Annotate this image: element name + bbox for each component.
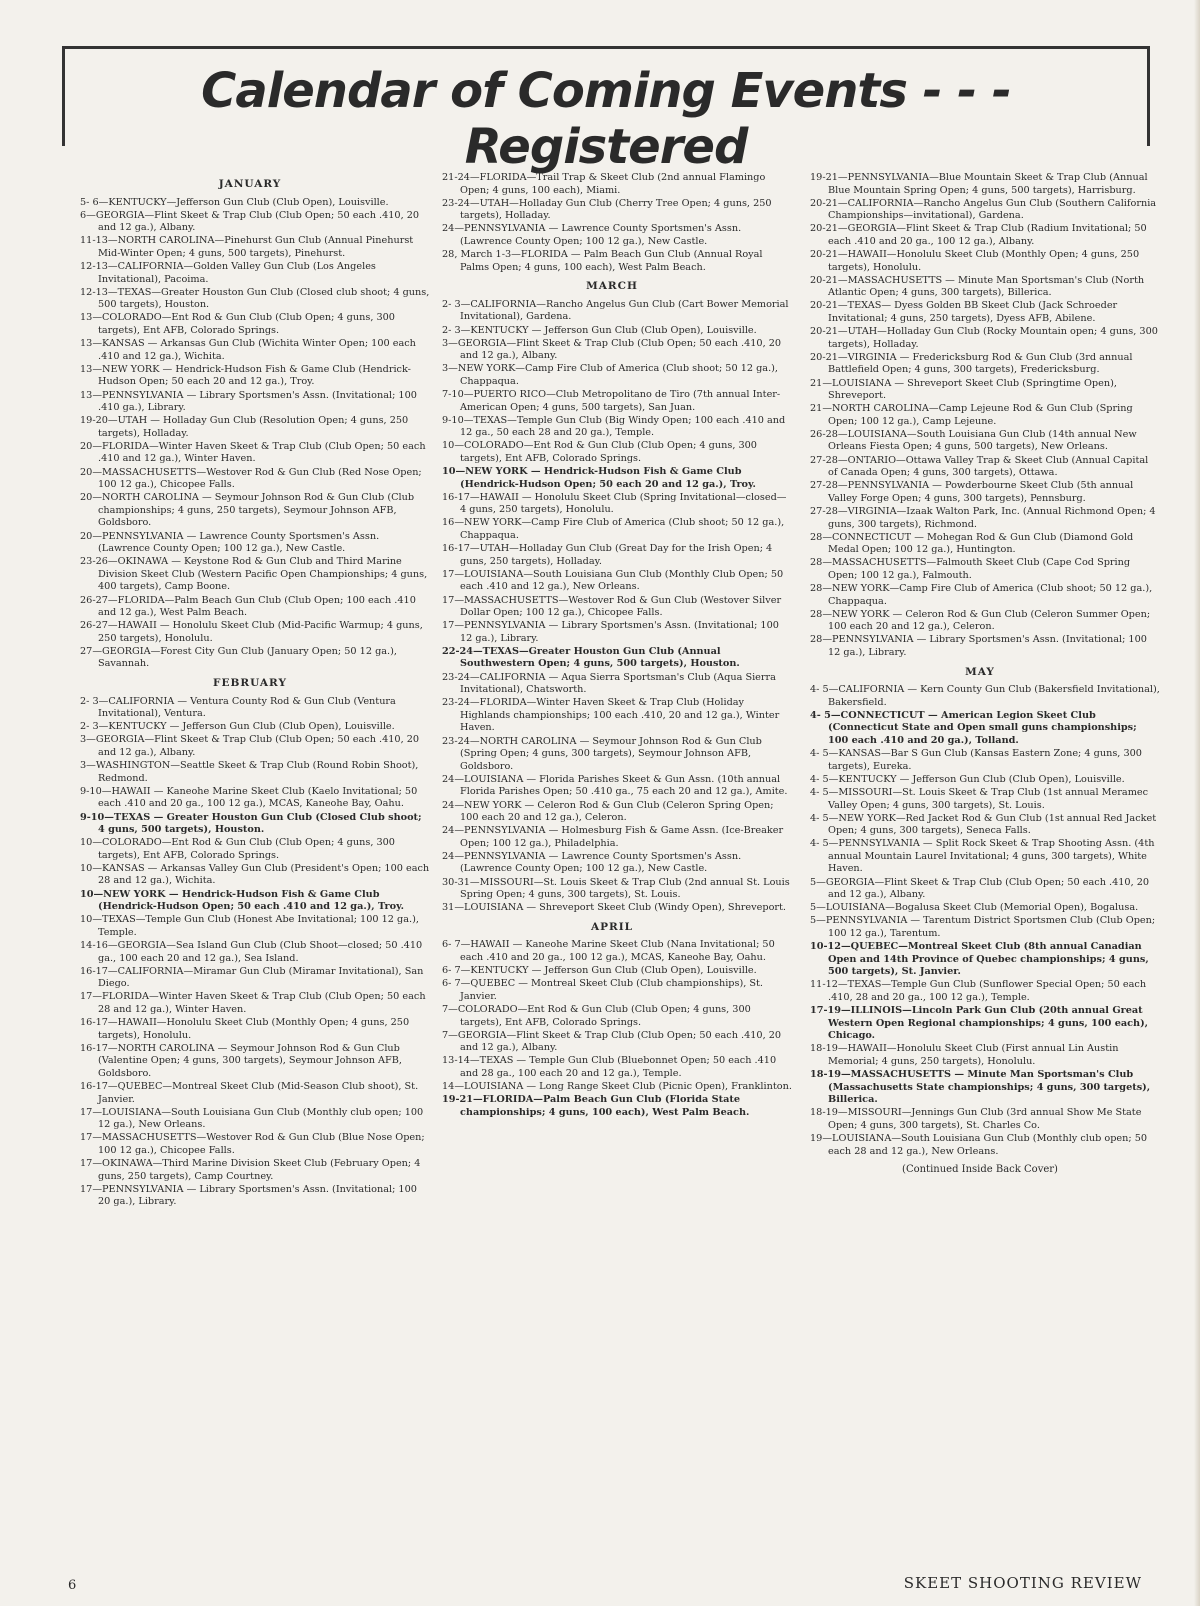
event-entry: 24—LOUISIANA — Florida Parishes Skeet & Gun Assn. (10th annual Florida Parishes Open; 50 .410 ga., 75 each 20 and 12 ga.), Amite. (442, 773, 788, 798)
event-entry: 17—LOUISIANA—South Louisiana Gun Club (Monthly Club Open; 50 each .410 and 12 ga.), New Orleans. (442, 568, 784, 593)
event-entry: 28—MASSACHUSETTS—Falmouth Skeet Club (Cape Cod Spring Open; 100 12 ga.), Falmouth. (810, 557, 1131, 581)
event-entry: 26-28—LOUISIANA—South Louisiana Gun Club (14th annual New Orleans Fiesta Open; 4 guns, 500 targets), New Orleans. (810, 428, 1137, 453)
event-list-march (432, 299, 792, 915)
event-entry: 4- 5—CONNECTICUT — American Legion Skeet Club (Connecticut State and Open small guns championships; 100 each .410 and 20 ga.), Tolland. (810, 709, 1137, 747)
event-entry: 14—LOUISIANA — Long Range Skeet Club (Picnic Open), Franklinton. (442, 1080, 792, 1092)
event-entry: 24—PENNSYLVANIA — Holmesburg Fish & Game Assn. (Ice-Breaker Open; 100 12 ga.), Philadelphia. (442, 825, 784, 849)
event-entry: 24—PENNSYLVANIA — Lawrence County Sportsmen's Assn. (Lawrence County Open; 100 12 ga.), New Castle. (442, 850, 742, 875)
event-entry: 28—CONNECTICUT — Mohegan Rod & Gun Club (Diamond Gold Medal Open; 100 12 ga.), Huntington. (810, 531, 1134, 556)
event-entry: 31—LOUISIANA — Shreveport Skeet Club (Windy Open), Shreveport. (442, 902, 787, 914)
event-entry: 19-21—FLORIDA—Palm Beach Gun Club (Florida State championships; 4 guns, 100 each), West Palm Beach. (442, 1094, 750, 1118)
event-entry: 20—MASSACHUSETTS—Westover Rod & Gun Club (Red Nose Open; 100 12 ga.), Chicopee Falls. (80, 466, 422, 491)
event-entry: 11-12—TEXAS—Temple Gun Club (Sunflower Special Open; 50 each .410, 28 and 20 ga., 100 12 ga.), Temple. (810, 979, 1147, 1003)
title-banner (62, 46, 1150, 175)
event-entry: 2- 3—CALIFORNIA—Rancho Angelus Gun Club (Cart Bower Memorial Invitational), Gardena. (442, 298, 789, 323)
event-entry: 14-16—GEORGIA—Sea Island Gun Club (Club Shoot—closed; 50 .410 ga., 100 each 20 and 12 ga.), Sea Island. (80, 939, 423, 964)
event-entry: 10-12—QUEBEC—Montreal Skeet Club (8th annual Canadian Open and 14th Province of Quebec championships; 4 guns, 500 targets), St. Janvier. (810, 941, 1149, 978)
column-3 (800, 172, 1160, 1177)
event-entry: 4- 5—NEW YORK—Red Jacket Rod & Gun Club (1st annual Red Jacket Open; 4 guns, 300 targets), Seneca Falls. (810, 812, 1157, 837)
event-entry: 16-17—NORTH CAROLINA — Seymour Johnson Rod & Gun Club (Valentine Open; 4 guns, 300 targets), Seymour Johnson AFB, Goldsboro. (80, 1042, 402, 1079)
event-entry: 11-13—NORTH CAROLINA—Pinehurst Gun Club (Annual Pinehurst Mid-Winter Open; 4 guns, 500 targets), Pinehurst. (80, 235, 414, 259)
event-entry: 13-14—TEXAS — Temple Gun Club (Bluebonnet Open; 50 each .410 and 28 ga., 100 each 20 and 12 ga.), Temple. (442, 1055, 777, 1079)
event-entry: 6- 7—QUEBEC — Montreal Skeet Club (Club championships), St. Janvier. (442, 978, 764, 1002)
event-entry: 7—COLORADO—Ent Rod & Gun Club (Club Open; 4 guns, 300 targets), Ent AFB, Colorado Springs. (442, 1003, 751, 1028)
event-entry: 23-26—OKINAWA — Keystone Rod & Gun Club and Third Marine Division Skeet Club (Western Pacific Open Championships; 4 guns, 400 targets), Camp Boone. (80, 556, 428, 593)
event-entry: 23-24—FLORIDA—Winter Haven Skeet & Trap Club (Holiday Highlands championships; 100 each .410, 20 and 12 ga.), Winter Haven. (442, 697, 780, 734)
event-entry: 13—COLORADO—Ent Rod & Gun Club (Club Open; 4 guns, 300 targets), Ent AFB, Colorado Springs. (80, 312, 395, 337)
event-entry: 10—TEXAS—Temple Gun Club (Honest Abe Invitational; 100 12 ga.), Temple. (80, 914, 419, 938)
event-entry: 17—FLORIDA—Winter Haven Skeet & Trap Club (Club Open; 50 each 28 and 12 ga.), Winter Haven. (80, 991, 426, 1015)
event-entry: 2- 3—KENTUCKY — Jefferson Gun Club (Club Open), Louisville. (80, 721, 395, 733)
event-entry: 9-10—TEXAS — Greater Houston Gun Club (Closed Club shoot; 4 guns, 500 targets), Houston. (80, 811, 422, 836)
event-entry: 17—MASSACHUSETTS—Westover Rod & Gun Club (Blue Nose Open; 100 12 ga.), Chicopee Falls. (80, 1132, 425, 1156)
event-entry: 18-19—MISSOURI—Jennings Gun Club (3rd annual Show Me State Open; 4 guns, 300 targets), St. Charles Co. (810, 1107, 1142, 1131)
event-entry: 4- 5—MISSOURI—St. Louis Skeet & Trap Club (1st annual Meramec Valley Open; 4 guns, 300 targets), St. Louis. (810, 786, 1149, 811)
event-entry: 28—NEW YORK—Camp Fire Club of America (Club shoot; 50 12 ga.), Chappaqua. (810, 583, 1153, 607)
event-entry: 16-17—HAWAII — Honolulu Skeet Club (Spring Invitational—closed—4 guns, 250 targets), Honolulu. (442, 491, 787, 516)
event-entry: 19-20—UTAH — Holladay Gun Club (Resolution Open; 4 guns, 250 targets), Holladay. (80, 415, 409, 439)
event-entry: 27—GEORGIA—Forest City Gun Club (January Open; 50 12 ga.), Savannah. (80, 645, 397, 670)
event-entry: 4- 5—CALIFORNIA — Kern County Gun Club (Bakersfield Invitational), Bakersfield. (810, 684, 1160, 708)
event-entry: 23-24—NORTH CAROLINA — Seymour Johnson Rod & Gun Club (Spring Open; 4 guns, 300 targets), Seymour Johnson AFB, Goldsboro. (442, 735, 762, 772)
event-entry: 16-17—UTAH—Holladay Gun Club (Great Day for the Irish Open; 4 guns, 250 targets), Holladay. (442, 543, 773, 567)
event-list-may (800, 684, 1160, 1158)
event-entry: 27-28—VIRGINIA—Izaak Walton Park, Inc. (Annual Richmond Open; 4 guns, 300 targets), Richmond. (810, 505, 1156, 530)
event-entry: 12-13—TEXAS—Greater Houston Gun Club (Closed club shoot; 4 guns, 500 targets), Houston. (80, 286, 430, 311)
event-entry: 21—LOUISIANA — Shreveport Skeet Club (Springtime Open), Shreveport. (810, 377, 1117, 402)
event-entry: 18-19—MASSACHUSETTS — Minute Man Sportsman's Club (Massachusetts State championships; 4 guns, 300 targets), Billerica. (810, 1068, 1151, 1106)
event-entry: 17—LOUISIANA—South Louisiana Gun Club (Monthly club open; 100 12 ga.), New Orleans. (80, 1106, 424, 1131)
event-entry: 17—PENNSYLVANIA — Library Sportsmen's Assn. (Invitational; 100 12 ga.), Library. (442, 620, 779, 644)
event-entry: 23-24—UTAH—Holladay Gun Club (Cherry Tree Open; 4 guns, 250 targets), Holladay. (442, 197, 772, 222)
event-entry: 10—NEW YORK — Hendrick-Hudson Fish & Game Club (Hendrick-Hudson Open; 50 each 20 and 12 ga.), Troy. (442, 466, 756, 490)
event-entry: 7-10—PUERTO RICO—Club Metropolitano de Tiro (7th annual Inter-American Open; 4 guns, 500 targets), San Juan. (442, 389, 781, 413)
event-entry: 18-19—HAWAII—Honolulu Skeet Club (First annual Lin Austin Memorial; 4 guns, 250 targets), Honolulu. (810, 1043, 1119, 1067)
event-entry: 6—GEORGIA—Flint Skeet & Trap Club (Club Open; 50 each .410, 20 and 12 ga.), Albany. (80, 209, 420, 234)
event-entry: 3—NEW YORK—Camp Fire Club of America (Club shoot; 50 12 ga.), Chappaqua. (442, 363, 779, 387)
page-number: 6 (68, 1578, 77, 1593)
month-heading-april: APRIL (590, 920, 634, 933)
event-entry: 20-21—CALIFORNIA—Rancho Angelus Gun Club (Southern California Championships—invitational), Gardena. (810, 197, 1157, 222)
event-entry: 20-21—MASSACHUSETTS — Minute Man Sportsman's Club (North Atlantic Open; 4 guns, 300 targets), Billerica. (810, 274, 1145, 299)
publication-name: SKEET SHOOTING REVIEW (903, 1574, 1142, 1592)
event-list-april (432, 939, 792, 1119)
event-entry: 28—PENNSYLVANIA — Library Sportsmen's Assn. (Invitational; 100 12 ga.), Library. (810, 634, 1147, 658)
event-entry: 23-24—CALIFORNIA — Aqua Sierra Sportsman's Club (Aqua Sierra Invitational), Chatsworth. (442, 671, 776, 696)
event-entry: 13—KANSAS — Arkansas Gun Club (Wichita Winter Open; 100 each .410 and 12 ga.), Wichita. (80, 338, 416, 362)
event-entry: 26-27—HAWAII — Honolulu Skeet Club (Mid-Pacific Warmup; 4 guns, 250 targets), Honolulu. (80, 620, 423, 644)
event-entry: 21-24—FLORIDA—Trail Trap & Skeet Club (2nd annual Flamingo Open; 4 guns, 100 each), Miami. (442, 172, 766, 196)
event-entry: 2- 3—CALIFORNIA — Ventura County Rod & Gun Club (Ventura Invitational), Ventura. (80, 695, 396, 720)
event-entry: 28—NEW YORK — Celeron Rod & Gun Club (Celeron Summer Open; 100 each 20 and 12 ga.), Celeron. (810, 608, 1151, 633)
event-entry: 24—NEW YORK — Celeron Rod & Gun Club (Celeron Spring Open; 100 each 20 and 12 ga.), Celeron. (442, 799, 774, 824)
event-list-february (70, 696, 430, 1209)
month-heading-march: MARCH (586, 280, 638, 293)
month-heading-january: JANUARY (218, 178, 282, 190)
event-entry: 19-21—PENNSYLVANIA—Blue Mountain Skeet & Trap Club (Annual Blue Mountain Spring Open; 4 guns, 500 targets), Harrisburg. (810, 172, 1148, 196)
event-entry: 20-21—HAWAII—Honolulu Skeet Club (Monthly Open; 4 guns, 250 targets), Honolulu. (810, 249, 1140, 273)
event-entry: 20-21—TEXAS— Dyess Golden BB Skeet Club (Jack Schroeder Invitational; 4 guns, 250 targets), Dyess AFB, Abilene. (810, 300, 1118, 325)
event-entry: 16-17—CALIFORNIA—Miramar Gun Club (Miramar Invitational), San Diego. (80, 965, 424, 990)
event-entry: 27-28—ONTARIO—Ottawa Valley Trap & Skeet Club (Annual Capital of Canada Open; 4 guns, 300 targets), Ottawa. (810, 454, 1149, 479)
event-entry: 28, March 1-3—FLORIDA — Palm Beach Gun Club (Annual Royal Palms Open; 4 guns, 100 each), West Palm Beach. (442, 249, 763, 273)
event-entry: 4- 5—KANSAS—Bar S Gun Club (Kansas Eastern Zone; 4 guns, 300 targets), Eureka. (810, 748, 1142, 772)
event-entry: 20—NORTH CAROLINA — Seymour Johnson Rod & Gun Club (Club championships; 4 guns, 250 targets), Seymour Johnson AFB, Goldsboro. (80, 492, 415, 529)
event-entry: 10—COLORADO—Ent Rod & Gun Club (Club Open; 4 guns, 300 targets), Ent AFB, Colorado Springs. (80, 837, 395, 861)
event-entry: 16-17—HAWAII—Honolulu Skeet Club (Monthly Open; 4 guns, 250 targets), Honolulu. (80, 1017, 410, 1041)
event-entry: 20-21—VIRGINIA — Fredericksburg Rod & Gun Club (3rd annual Battlefield Open; 4 guns, 300 targets), Fredericksburg. (810, 351, 1133, 376)
event-entry: 17-19—ILLINOIS—Lincoln Park Gun Club (20th annual Great Western Open Regional championships; 4 guns, 100 each), Chicago. (810, 1005, 1149, 1042)
event-entry: 16—NEW YORK—Camp Fire Club of America (Club shoot; 50 12 ga.), Chappaqua. (442, 517, 785, 542)
event-entry: 5—PENNSYLVANIA — Tarentum District Sportsmen Club (Club Open; 100 12 ga.), Tarentum. (810, 915, 1156, 939)
month-heading-may: MAY (965, 665, 995, 678)
column-1 (70, 172, 430, 1209)
event-entry: 20-21—GEORGIA—Flint Skeet & Trap Club (Radium Invitational; 50 each .410 and 20 ga., 100 12 ga.), Albany. (810, 223, 1147, 247)
event-entry: 5- 6—KENTUCKY—Jefferson Gun Club (Club Open), Louisville. (80, 196, 389, 208)
event-entry: 13—NEW YORK — Hendrick-Hudson Fish & Game Club (Hendrick-Hudson Open; 50 each 20 and 12 ga.), Troy. (80, 363, 411, 388)
event-entry: 10—COLORADO—Ent Rod & Gun Club (Club Open; 4 guns, 300 targets), Ent AFB, Colorado Springs. (442, 440, 757, 464)
month-heading-february: FEBRUARY (213, 677, 287, 690)
event-entry: 9-10—TEXAS—Temple Gun Club (Big Windy Open; 100 each .410 and 12 ga., 50 each 28 and 20 ga.), Temple. (442, 414, 786, 439)
continued-note: (Continued Inside Back Cover) (902, 1164, 1058, 1176)
event-entry: 30-31—MISSOURI—St. Louis Skeet & Trap Club (2nd annual St. Louis Spring Open; 4 guns, 300 targets), St. Louis. (442, 876, 790, 901)
event-entry: 13—PENNSYLVANIA — Library Sportsmen's Assn. (Invitational; 100 .410 ga.), Library. (80, 389, 417, 414)
event-entry: 17—OKINAWA—Third Marine Division Skeet Club (February Open; 4 guns, 250 targets), Camp Courtney. (80, 1158, 421, 1182)
page-edge-shadow (1194, 0, 1200, 1606)
event-entry: 20—PENNSYLVANIA — Lawrence County Sportsmen's Assn. (Lawrence County Open; 100 12 ga.), New Castle. (80, 530, 380, 555)
event-entry: 20—FLORIDA—Winter Haven Skeet & Trap Club (Club Open; 50 each .410 and 12 ga.), Winter Haven. (80, 440, 426, 465)
event-list-february-cont (432, 172, 792, 274)
event-entry: 16-17—QUEBEC—Montreal Skeet Club (Mid-Season Club shoot), St. Janvier. (80, 1080, 419, 1105)
page-title: Calendar of Coming Events - - - Registered (201, 63, 1011, 175)
column-2 (432, 172, 792, 1120)
event-entry: 22-24—TEXAS—Greater Houston Gun Club (Annual Southwestern Open; 4 guns, 500 targets), Houston. (442, 645, 740, 670)
event-entry: 27-28—PENNSYLVANIA — Powderbourne Skeet Club (5th annual Valley Forge Open; 4 guns, 300 targets), Pennsburg. (810, 480, 1134, 504)
event-entry: 19—LOUISIANA—South Louisiana Gun Club (Monthly club open; 50 each 28 and 12 ga.), New Orleans. (810, 1132, 1148, 1157)
event-entry: 20-21—UTAH—Holladay Gun Club (Rocky Mountain open; 4 guns, 300 targets), Holladay. (810, 326, 1158, 350)
event-list-april-cont (800, 172, 1160, 660)
event-entry: 4- 5—PENNSYLVANIA — Split Rock Skeet & Trap Shooting Assn. (4th annual Mountain Laurel Invitational; 4 guns, 300 targets), White Haven. (810, 838, 1155, 875)
event-entry: 6- 7—HAWAII — Kaneohe Marine Skeet Club (Nana Invitational; 50 each .410 and 20 ga., 100 12 ga.), MCAS, Kaneohe Bay, Oahu. (442, 939, 775, 964)
event-entry: 3—GEORGIA—Flint Skeet & Trap Club (Club Open; 50 each .410, 20 and 12 ga.), Albany. (80, 734, 420, 759)
event-entry: 3—GEORGIA—Flint Skeet & Trap Club (Club Open; 50 each .410, 20 and 12 ga.), Albany. (442, 337, 782, 362)
event-entry: 10—NEW YORK — Hendrick-Hudson Fish & Game Club (Hendrick-Hudson Open; 50 each .410 and 12 ga.), Troy. (80, 888, 405, 913)
event-entry: 12-13—CALIFORNIA—Golden Valley Gun Club (Los Angeles Invitational), Pacoima. (80, 261, 376, 285)
event-entry: 6- 7—KENTUCKY — Jefferson Gun Club (Club Open), Louisville. (442, 965, 757, 977)
event-entry: 2- 3—KENTUCKY — Jefferson Gun Club (Club Open), Louisville. (442, 324, 757, 336)
event-entry: 3—WASHINGTON—Seattle Skeet & Trap Club (Round Robin Shoot), Redmond. (80, 760, 419, 784)
event-entry: 24—PENNSYLVANIA — Lawrence County Sportsmen's Assn. (Lawrence County Open; 100 12 ga.), New Castle. (442, 223, 742, 247)
event-entry: 7—GEORGIA—Flint Skeet & Trap Club (Club Open; 50 each .410, 20 and 12 ga.), Albany. (442, 1029, 782, 1054)
event-entry: 5—LOUISIANA—Bogalusa Skeet Club (Memorial Open), Bogalusa. (810, 902, 1139, 914)
event-entry: 4- 5—KENTUCKY — Jefferson Gun Club (Club Open), Louisville. (810, 773, 1125, 785)
event-entry: 10—KANSAS — Arkansas Valley Gun Club (President's Open; 100 each 28 and 12 ga.), Wichita. (80, 862, 430, 887)
event-entry: 17—MASSACHUSETTS—Westover Rod & Gun Club (Westover Silver Dollar Open; 100 12 ga.), Chicopee Falls. (442, 594, 782, 619)
event-entry: 9-10—HAWAII — Kaneohe Marine Skeet Club (Kaelo Invitational; 50 each .410 and 20 ga., 100 12 ga.), MCAS, Kaneohe Bay, Oahu. (80, 785, 418, 810)
event-list-january (70, 197, 430, 671)
event-entry: 26-27—FLORIDA—Palm Beach Gun Club (Club Open; 100 each .410 and 12 ga.), West Palm Beach. (80, 594, 416, 619)
event-entry: 5—GEORGIA—Flint Skeet & Trap Club (Club Open; 50 each .410, 20 and 12 ga.), Albany. (810, 876, 1150, 901)
event-entry: 17—PENNSYLVANIA — Library Sportsmen's Assn. (Invitational; 100 20 ga.), Library. (80, 1183, 417, 1208)
event-entry: 21—NORTH CAROLINA—Camp Lejeune Rod & Gun Club (Spring Open; 100 12 ga.), Camp Lejeune. (810, 403, 1133, 427)
